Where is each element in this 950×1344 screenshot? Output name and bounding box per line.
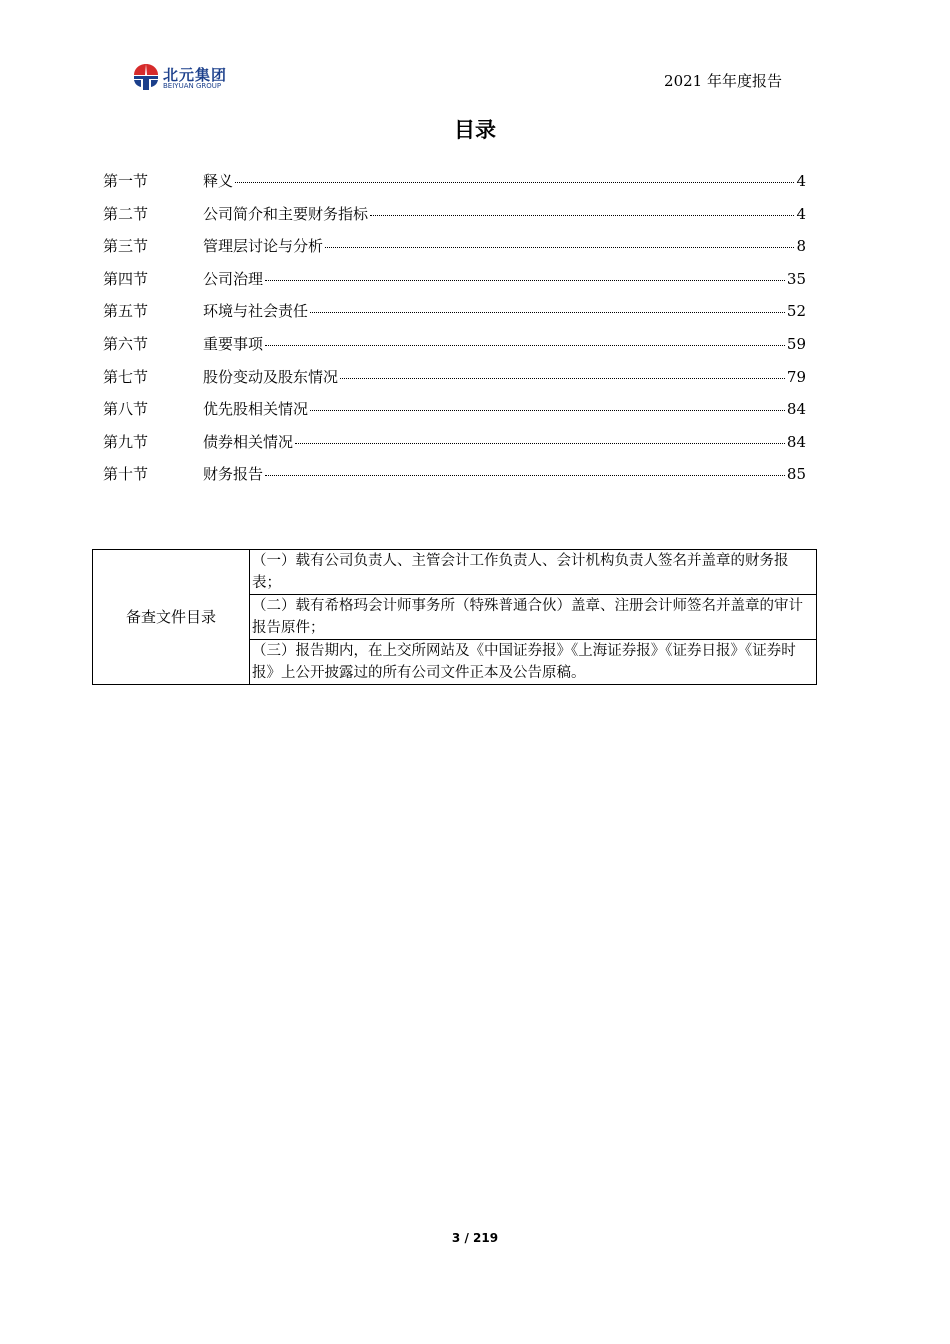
- table-row: [93, 550, 817, 595]
- toc-page-number: 85: [786, 465, 806, 484]
- toc-dot-leader: [265, 475, 785, 476]
- toc-title: 优先股相关情况: [203, 400, 309, 419]
- report-label: 2021 年年度报告: [664, 72, 782, 90]
- toc-page-number: 4: [796, 204, 806, 223]
- toc-section-label: 第五节: [103, 302, 149, 321]
- toc-page-number: 8: [796, 237, 806, 256]
- toc-section-label: 第三节: [103, 237, 149, 256]
- page-title: 目录: [454, 118, 496, 142]
- toc-dot-leader: [295, 443, 785, 444]
- toc-title: 公司治理: [203, 269, 264, 288]
- logo-english-name: BEIYUAN GROUP: [163, 82, 222, 90]
- toc-title: 管理层讨论与分析: [203, 237, 324, 256]
- reference-documents-heading: 备查文件目录: [93, 550, 250, 685]
- toc-section-label: 第七节: [103, 367, 149, 386]
- toc-section-label: 第八节: [103, 400, 149, 419]
- toc-title: 债券相关情况: [203, 432, 294, 451]
- reference-document-item-2: （二）载有希格玛会计师事务所（特殊普通合伙）盖章、注册会计师签名并盖章的审计报告原件；: [250, 595, 817, 640]
- toc-page-number: 84: [786, 400, 806, 419]
- reference-documents-table: [92, 549, 817, 685]
- toc-entry-10[interactable]: [103, 463, 806, 496]
- toc-dot-leader: [265, 280, 785, 281]
- toc-section-label: 第一节: [103, 172, 149, 190]
- toc-dot-leader: [310, 312, 785, 313]
- toc-section-label: 第四节: [103, 269, 149, 288]
- toc-entry-1[interactable]: [103, 170, 806, 203]
- toc-page-number: 84: [786, 432, 806, 451]
- reference-document-item-1: （一）载有公司负责人、主管会计工作负责人、会计机构负责人签名并盖章的财务报表；: [250, 550, 817, 595]
- toc-dot-leader: [370, 215, 794, 216]
- toc-entry-6[interactable]: [103, 333, 806, 366]
- toc-title: 公司简介和主要财务指标: [203, 204, 369, 223]
- toc-dot-leader: [340, 378, 785, 379]
- toc-page-number: 52: [786, 302, 806, 321]
- toc-entry-9[interactable]: [103, 431, 806, 464]
- toc-section-label: 第六节: [103, 334, 149, 353]
- reference-document-item-3: （三）报告期内，在上交所网站及《中国证券报》《上海证券报》《证券日报》《证券时报》上公开披露过的所有公司文件正本及公告原稿。: [250, 640, 817, 685]
- toc-dot-leader: [310, 410, 785, 411]
- toc-entry-4[interactable]: [103, 268, 806, 301]
- toc-page-number: 59: [786, 334, 806, 353]
- toc-entry-2[interactable]: [103, 203, 806, 236]
- toc-title: 重要事项: [203, 334, 264, 353]
- toc-section-label: 第十节: [103, 465, 149, 484]
- toc-dot-leader: [265, 345, 785, 346]
- toc-title: 环境与社会责任: [203, 302, 309, 321]
- toc-page-number: 79: [786, 367, 806, 386]
- toc-title: 释义: [203, 172, 234, 190]
- beiyuan-logo-icon: [133, 63, 159, 91]
- company-logo: [133, 63, 243, 93]
- toc-dot-leader: [235, 182, 794, 183]
- toc-section-label: 第九节: [103, 432, 149, 451]
- toc-page-number: 35: [786, 269, 806, 288]
- toc-entry-8[interactable]: [103, 398, 806, 431]
- toc-title: 股份变动及股东情况: [203, 367, 339, 386]
- toc-dot-leader: [325, 247, 794, 248]
- toc-page-number: 4: [796, 172, 806, 190]
- toc-entry-3[interactable]: [103, 235, 806, 268]
- page-indicator: 3 / 219: [451, 1231, 499, 1245]
- logo-chinese-name: 北元集团: [163, 66, 228, 84]
- toc-entry-7[interactable]: [103, 366, 806, 399]
- toc-title: 财务报告: [203, 465, 264, 484]
- toc-section-label: 第二节: [103, 204, 149, 223]
- table-of-contents: [103, 170, 806, 496]
- toc-entry-5[interactable]: [103, 300, 806, 333]
